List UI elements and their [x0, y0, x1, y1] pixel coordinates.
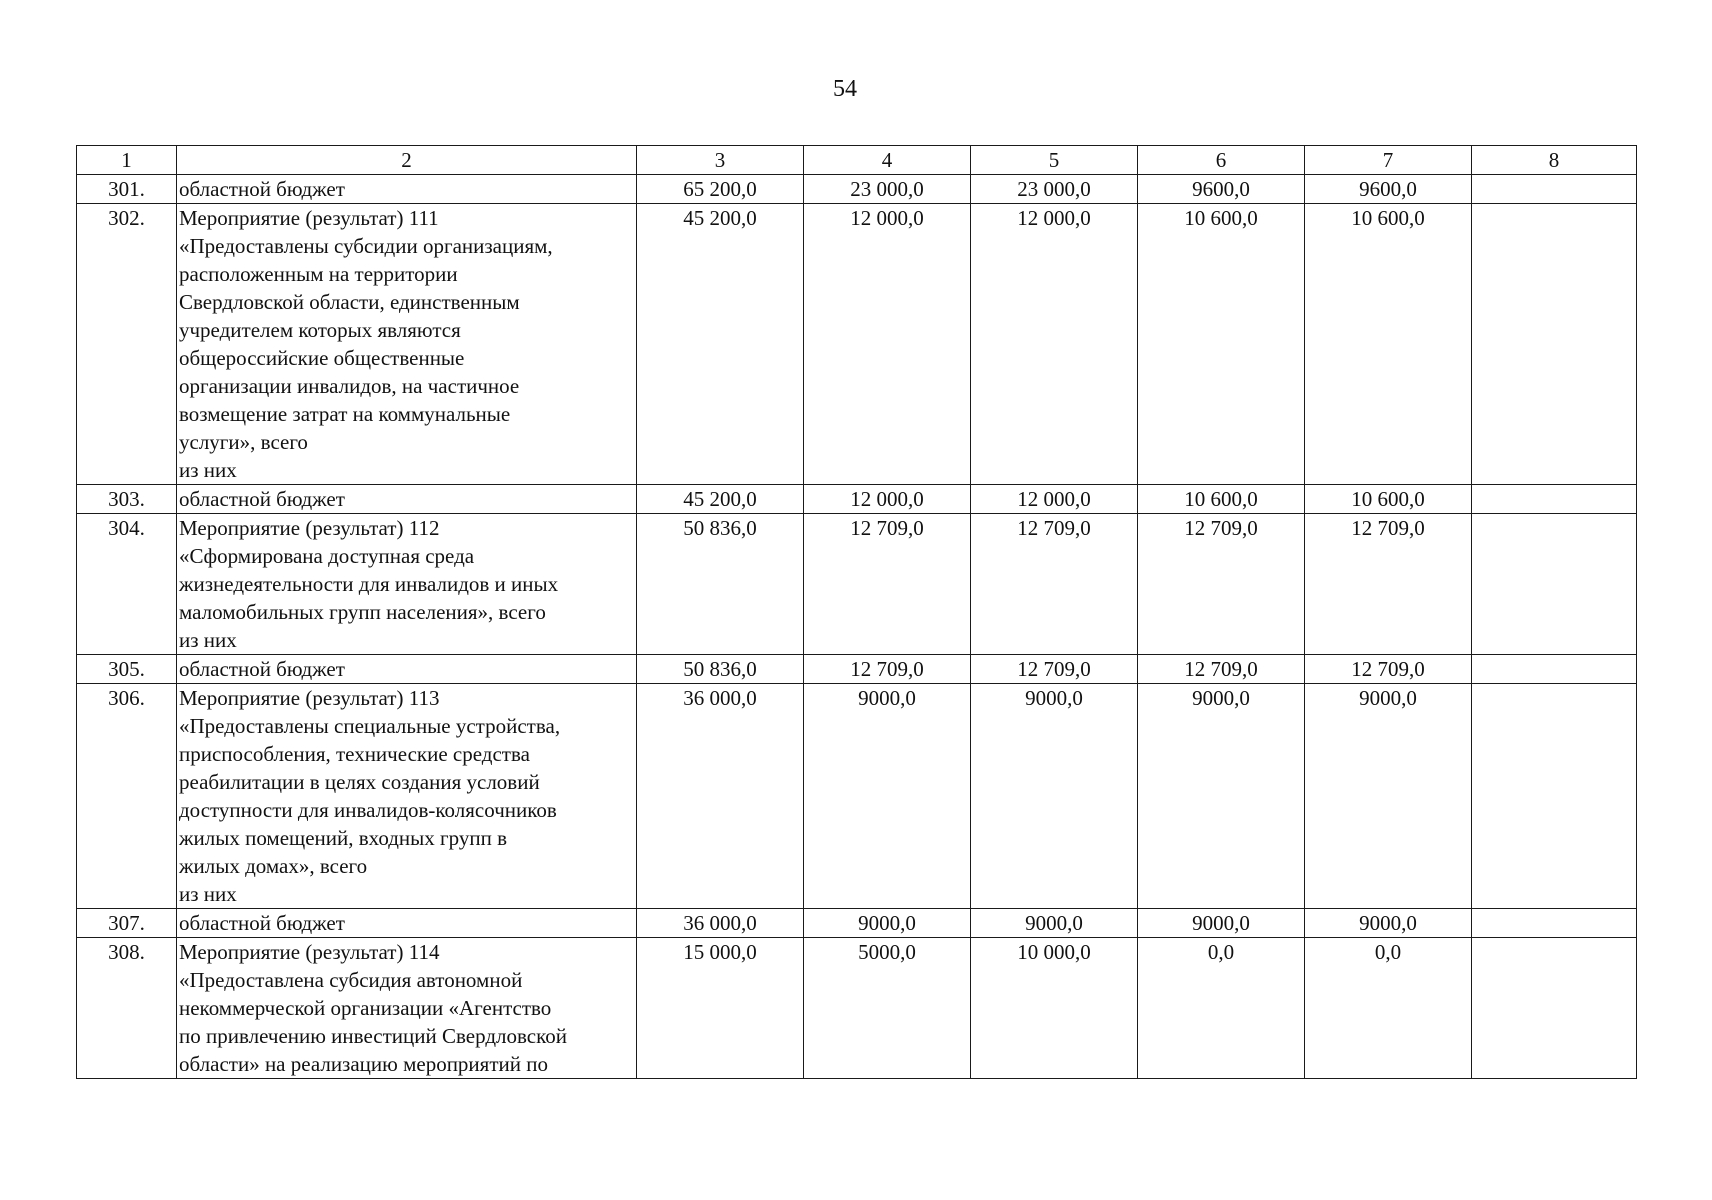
row-number: 308. [77, 938, 177, 1079]
table-row [77, 684, 1637, 909]
cell-col5: 12 000,0 [971, 204, 1138, 485]
cell-col8 [1472, 485, 1637, 514]
row-number: 301. [77, 175, 177, 204]
column-header: 2 [177, 146, 637, 175]
cell-col8 [1472, 655, 1637, 684]
cell-col7: 9000,0 [1305, 684, 1472, 909]
cell-col6: 12 709,0 [1138, 655, 1305, 684]
cell-col6: 9000,0 [1138, 684, 1305, 909]
cell-col4: 5000,0 [804, 938, 971, 1079]
cell-col7: 12 709,0 [1305, 655, 1472, 684]
table-row [77, 909, 1637, 938]
cell-col6: 10 600,0 [1138, 485, 1305, 514]
cell-col8 [1472, 204, 1637, 485]
row-number: 306. [77, 684, 177, 909]
row-number: 307. [77, 909, 177, 938]
cell-col8 [1472, 909, 1637, 938]
row-number: 302. [77, 204, 177, 485]
cell-col7: 12 709,0 [1305, 514, 1472, 655]
cell-col7: 9000,0 [1305, 909, 1472, 938]
cell-col4: 12 709,0 [804, 655, 971, 684]
budget-table [76, 145, 1637, 1079]
cell-col5: 12 709,0 [971, 514, 1138, 655]
cell-col7: 0,0 [1305, 938, 1472, 1079]
table-row [77, 938, 1637, 1079]
column-header: 8 [1472, 146, 1637, 175]
cell-col6: 9000,0 [1138, 909, 1305, 938]
cell-col5: 12 709,0 [971, 655, 1138, 684]
cell-col3: 36 000,0 [637, 684, 804, 909]
cell-col4: 9000,0 [804, 909, 971, 938]
cell-col4: 23 000,0 [804, 175, 971, 204]
page-number: 54 [833, 76, 857, 102]
cell-col5: 10 000,0 [971, 938, 1138, 1079]
cell-col8 [1472, 938, 1637, 1079]
column-header: 5 [971, 146, 1138, 175]
table-row [77, 514, 1637, 655]
row-number: 305. [77, 655, 177, 684]
cell-col8 [1472, 514, 1637, 655]
cell-col7: 10 600,0 [1305, 485, 1472, 514]
row-description: Мероприятие (результат) 112 «Сформирована доступная среда жизнедеятельности для инвалидов и иных маломобильных групп населения», всего из них [177, 514, 637, 655]
table-row [77, 175, 1637, 204]
row-number: 304. [77, 514, 177, 655]
row-description: Мероприятие (результат) 114 «Предоставлена субсидия автономной некоммерческой организации «Агентство по привлечению инвестиций Свердловской области» на реализацию мероприятий по [177, 938, 637, 1079]
cell-col5: 12 000,0 [971, 485, 1138, 514]
cell-col7: 9600,0 [1305, 175, 1472, 204]
cell-col8 [1472, 175, 1637, 204]
row-description: Мероприятие (результат) 113 «Предоставлены специальные устройства, приспособления, технические средства реабилитации в целях создания условий доступности для инвалидов-колясочников жилых помещений, входных групп в жилых домах», всего из них [177, 684, 637, 909]
column-header: 3 [637, 146, 804, 175]
table-row [77, 655, 1637, 684]
cell-col3: 50 836,0 [637, 514, 804, 655]
cell-col6: 0,0 [1138, 938, 1305, 1079]
cell-col3: 36 000,0 [637, 909, 804, 938]
cell-col3: 65 200,0 [637, 175, 804, 204]
cell-col4: 12 000,0 [804, 204, 971, 485]
table-header-row [77, 146, 1637, 175]
row-description: областной бюджет [177, 655, 637, 684]
cell-col5: 9000,0 [971, 684, 1138, 909]
cell-col7: 10 600,0 [1305, 204, 1472, 485]
column-header: 4 [804, 146, 971, 175]
cell-col8 [1472, 684, 1637, 909]
row-description: Мероприятие (результат) 111 «Предоставлены субсидии организациям, расположенным на территории Свердловской области, единственным учредителем которых являются общероссийские общественные организации инвалидов, на частичное возмещение затрат на коммунальные услуги», всего из них [177, 204, 637, 485]
cell-col3: 15 000,0 [637, 938, 804, 1079]
cell-col3: 45 200,0 [637, 204, 804, 485]
cell-col4: 9000,0 [804, 684, 971, 909]
table-row [77, 485, 1637, 514]
cell-col4: 12 000,0 [804, 485, 971, 514]
column-header: 7 [1305, 146, 1472, 175]
row-description: областной бюджет [177, 175, 637, 204]
cell-col6: 12 709,0 [1138, 514, 1305, 655]
cell-col6: 9600,0 [1138, 175, 1305, 204]
table-row [77, 204, 1637, 485]
row-number: 303. [77, 485, 177, 514]
column-header: 6 [1138, 146, 1305, 175]
cell-col3: 45 200,0 [637, 485, 804, 514]
cell-col4: 12 709,0 [804, 514, 971, 655]
cell-col5: 23 000,0 [971, 175, 1138, 204]
cell-col6: 10 600,0 [1138, 204, 1305, 485]
column-header: 1 [77, 146, 177, 175]
cell-col5: 9000,0 [971, 909, 1138, 938]
cell-col3: 50 836,0 [637, 655, 804, 684]
row-description: областной бюджет [177, 909, 637, 938]
row-description: областной бюджет [177, 485, 637, 514]
